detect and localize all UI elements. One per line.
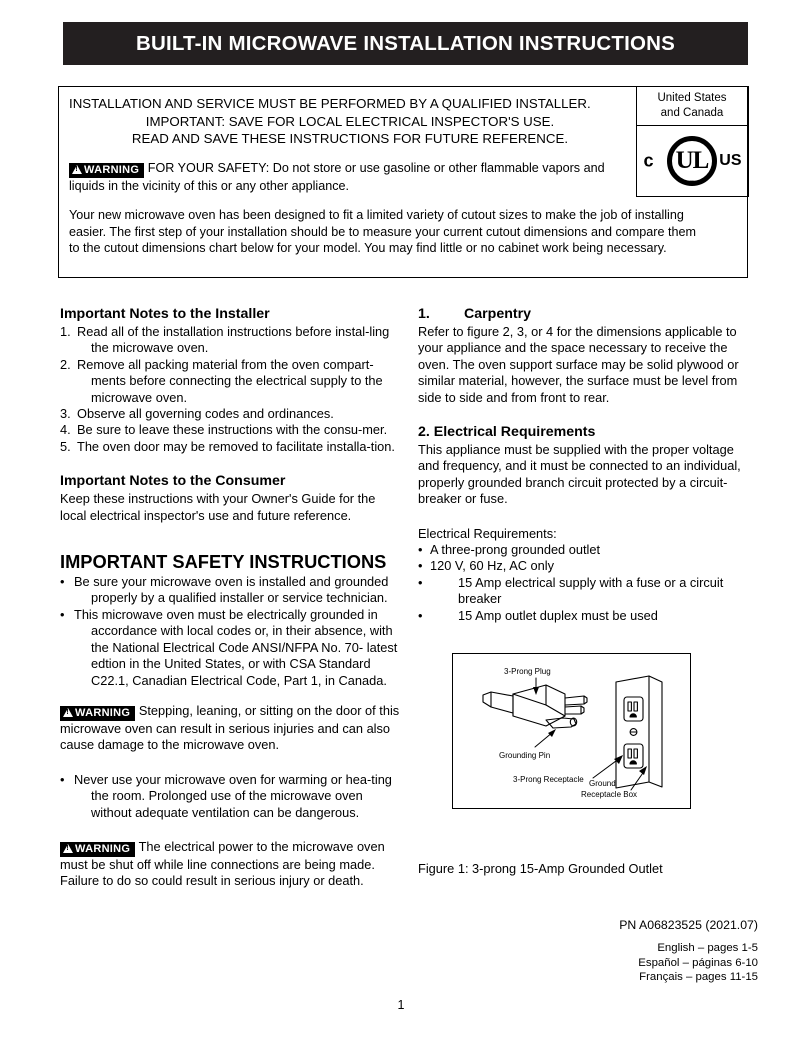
ventilation-bullet-list bbox=[60, 772, 400, 821]
spacer bbox=[60, 524, 400, 550]
cutout-paragraph: Your new microwave oven has been designed to fit a limited variety of cutout sizes to make the job of installing easier. The first step of your installation should be to measure your current cutout dimensions and compare them to the cutout dimensions chart below for your model. You may find little or no cabinet work being necessary. bbox=[69, 208, 696, 256]
electrical-bullet-list-tight bbox=[418, 542, 758, 575]
list-text: The oven door may be removed to facilitate installa-tion. bbox=[77, 438, 395, 454]
bullet-marker: • bbox=[60, 771, 65, 787]
list-text: A three-prong grounded outlet bbox=[430, 542, 601, 558]
notice-line-3: READ AND SAVE THESE INSTRUCTIONS FOR FUTURE REFERENCE. bbox=[131, 131, 569, 146]
page-number: 1 bbox=[397, 998, 405, 1012]
spacer bbox=[60, 821, 400, 839]
electrical-requirements-subheading: Electrical Requirements: bbox=[418, 525, 557, 541]
warning-body-text: FOR YOUR SAFETY: Do not store or use gasoline or other flammable vapors and liquids in the vicinity of this or any other appliance. bbox=[69, 160, 605, 193]
carpentry-text: Refer to figure 2, 3, or 4 for the dimensions applicable to your appliance and the space necessary to receive the oven. The oven support surface may be solid plywood or similar material, however, the surface must be level from side to side and from front to rear. bbox=[418, 324, 739, 405]
list-item bbox=[60, 324, 400, 357]
consumer-notes-heading: Important Notes to the Consumer bbox=[60, 473, 286, 490]
page-title: BUILT-IN MICROWAVE INSTALLATION INSTRUCTIONS bbox=[135, 31, 676, 55]
installer-notes-heading: Important Notes to the Installer bbox=[60, 306, 270, 322]
ul-region-line-1: United States bbox=[657, 91, 727, 104]
right-column bbox=[418, 306, 758, 983]
warning-block-door bbox=[60, 703, 400, 754]
warning-triangle-icon bbox=[72, 165, 82, 174]
installer-notes-list bbox=[60, 324, 400, 455]
plug-receptacle-illustration bbox=[453, 654, 689, 807]
list-text: Observe all governing codes and ordinances. bbox=[77, 406, 334, 422]
safety-bullet-list bbox=[60, 574, 400, 689]
list-item bbox=[60, 439, 400, 455]
list-marker: 2. bbox=[60, 356, 71, 372]
bullet-marker: • bbox=[418, 558, 423, 574]
ul-monogram: UL bbox=[675, 146, 709, 174]
consumer-notes-text: Keep these instructions with your Owner's Guide for the local electrical inspector's use and future reference. bbox=[60, 491, 376, 523]
list-marker: 3. bbox=[60, 406, 71, 422]
spacer bbox=[60, 455, 400, 473]
figure-label-ground-box-2: Receptacle Box bbox=[581, 790, 638, 799]
list-marker: 5. bbox=[60, 438, 71, 454]
spacer bbox=[418, 508, 758, 526]
figure-label-plug: 3-Prong Plug bbox=[504, 667, 551, 676]
figure-1-outlet-diagram bbox=[452, 653, 691, 809]
registered-symbol: ® bbox=[689, 180, 695, 187]
list-text: Read all of the installation instructions before instal-ling the microwave oven. bbox=[77, 324, 390, 356]
safety-instructions-heading: IMPORTANT SAFETY INSTRUCTIONS bbox=[60, 551, 387, 573]
language-page-index bbox=[638, 941, 758, 985]
document-title-bar bbox=[63, 22, 748, 65]
warning-block-power bbox=[60, 839, 400, 890]
list-item bbox=[60, 406, 400, 422]
figure-label-grounding-pin: Grounding Pin bbox=[499, 751, 551, 760]
list-item bbox=[60, 357, 400, 406]
language-line-english: English – pages 1-5 bbox=[657, 942, 758, 954]
left-column bbox=[60, 306, 400, 890]
warning-badge bbox=[60, 706, 135, 721]
safety-warning-paragraph bbox=[69, 160, 631, 195]
list-text: Be sure your microwave oven is installed and grounded properly by a qualified installer or service technician. bbox=[74, 574, 389, 606]
list-text: 120 V, 60 Hz, AC only bbox=[430, 558, 555, 574]
bullet-marker: • bbox=[418, 574, 423, 590]
warning-triangle-icon bbox=[63, 708, 73, 717]
ul-region-label bbox=[637, 87, 748, 126]
carpentry-heading bbox=[418, 306, 758, 323]
list-item bbox=[418, 558, 758, 574]
list-item bbox=[60, 574, 400, 607]
electrical-requirements-heading: 2. Electrical Requirements bbox=[418, 424, 596, 441]
language-line-spanish: Español – páginas 6-10 bbox=[638, 956, 758, 969]
figure-label-ground-box-1: Ground bbox=[589, 779, 616, 788]
figure-label-receptacle: 3-Prong Receptacle bbox=[513, 775, 584, 784]
warning-badge-label: WARNING bbox=[75, 842, 131, 855]
part-number: PN A06823525 (2021.07) bbox=[619, 918, 758, 932]
list-text: Remove all packing material from the oven compart-ments before connecting the electrical supply to the microwave oven. bbox=[77, 356, 383, 405]
list-item bbox=[60, 772, 400, 821]
spacer bbox=[60, 689, 400, 703]
list-text: Be sure to leave these instructions with the consu-mer. bbox=[77, 422, 388, 438]
list-text: Never use your microwave oven for warming or hea-ting the room. Prolonged use of the microwave oven without adequate ventilation can be dangerous. bbox=[74, 771, 392, 820]
list-item bbox=[418, 542, 758, 558]
warning-triangle-icon bbox=[63, 844, 73, 853]
list-item bbox=[60, 422, 400, 438]
electrical-requirements-text: This appliance must be supplied with the proper voltage and frequency, and it must be connected to an individual, properly grounded branch circuit protected by a circuit-breaker or fuse. bbox=[418, 442, 741, 507]
electrical-bullet-list-wide bbox=[418, 575, 758, 624]
language-line-french: Français – pages 11-15 bbox=[639, 971, 758, 983]
section-title: Carpentry bbox=[464, 306, 532, 322]
list-item bbox=[418, 608, 758, 624]
list-marker: 1. bbox=[60, 324, 71, 339]
ul-us-letters: US bbox=[719, 151, 742, 169]
notice-text-block bbox=[59, 87, 637, 194]
warning-badge bbox=[60, 842, 135, 857]
bullet-marker: • bbox=[60, 574, 65, 590]
ul-c-letter: c bbox=[643, 150, 654, 170]
warning-body-text: The electrical power to the microwave oven must be shut off while line connections are being made. Failure to do so could result in serious injury or death. bbox=[60, 838, 385, 889]
list-text: 15 Amp outlet duplex must be used bbox=[458, 607, 658, 623]
warning-badge-label: WARNING bbox=[84, 163, 140, 176]
bullet-marker: • bbox=[418, 607, 423, 623]
warning-badge bbox=[69, 163, 144, 178]
notice-line-2: IMPORTANT: SAVE FOR LOCAL ELECTRICAL INSPECTOR'S USE. bbox=[145, 113, 555, 129]
bullet-marker: • bbox=[60, 606, 65, 622]
figure-1-caption: Figure 1: 3-prong 15-Amp Grounded Outlet bbox=[418, 861, 663, 876]
top-notice-box bbox=[58, 86, 748, 278]
ul-listed-mark-icon bbox=[637, 126, 748, 196]
ul-certification-block bbox=[636, 86, 749, 197]
list-marker: 4. bbox=[60, 422, 71, 438]
list-text: 15 Amp electrical supply with a fuse or a circuit breaker bbox=[458, 574, 724, 607]
list-item bbox=[418, 575, 758, 608]
spacer bbox=[418, 406, 758, 424]
warning-body-text: Stepping, leaning, or sitting on the door of this microwave oven can result in serious injuries and can also cause damage to the microwave oven. bbox=[60, 702, 400, 753]
ul-region-line-2: and Canada bbox=[660, 106, 724, 119]
spacer bbox=[60, 754, 400, 772]
notice-line-1: INSTALLATION AND SERVICE MUST BE PERFORMED BY A QUALIFIED INSTALLER. bbox=[69, 96, 591, 111]
warning-badge-label: WARNING bbox=[75, 706, 131, 719]
bullet-marker: • bbox=[418, 542, 423, 558]
list-item bbox=[60, 607, 400, 689]
section-number: 1. bbox=[418, 306, 430, 322]
list-text: This microwave oven must be electrically grounded in accordance with local codes or, in their absence, with the National Electrical Code ANSI/NFPA No. 70- latest edtion in the United States, or with CSA Standard C22.1, Canadian Electrical Code, Part 1, in Canada. bbox=[74, 606, 398, 688]
